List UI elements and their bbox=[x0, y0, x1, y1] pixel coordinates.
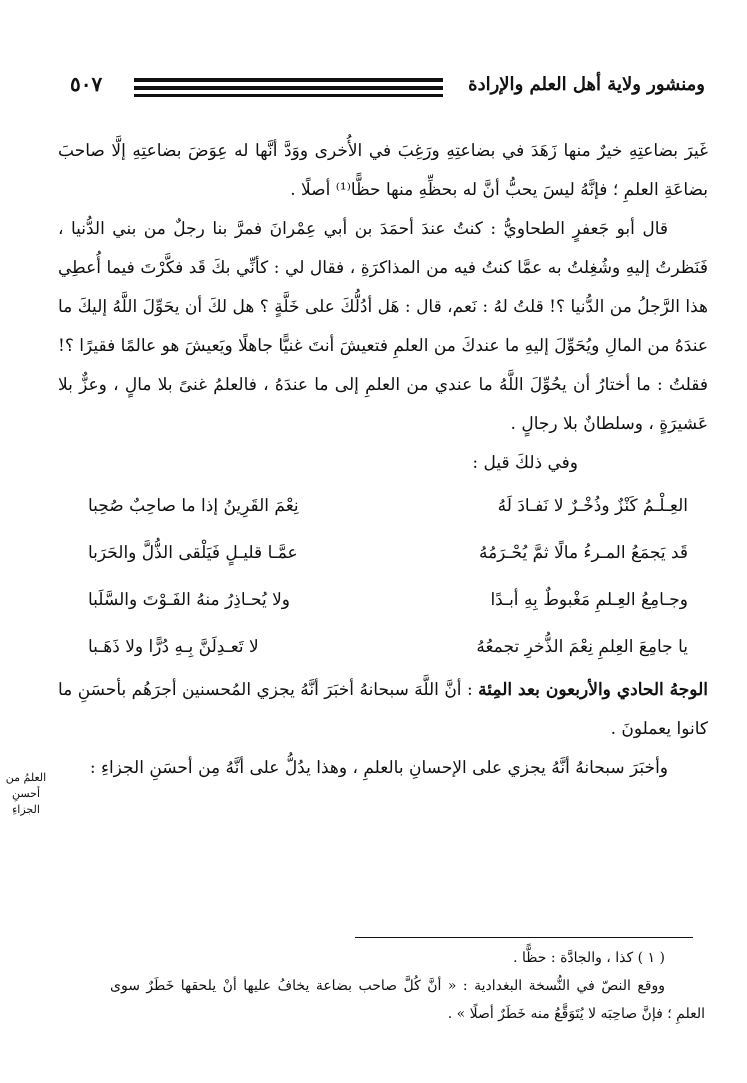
verse-line bbox=[58, 530, 708, 577]
footnote: ( ١ ) كذا ، والجادَّة : حظًّا . bbox=[513, 950, 665, 966]
main-text bbox=[58, 132, 708, 788]
page-number: ٥٠٧ bbox=[70, 72, 103, 96]
verse-line bbox=[58, 483, 708, 530]
verse-hemistich: يا جامِعَ العِلمِ نِعْمَ الذُّخرِ تجمعُهُ bbox=[476, 637, 688, 657]
verse-line bbox=[58, 624, 708, 671]
verse-hemistich: العِـلْـمُ كَنْزٌ وذُخْـرٌ لا نَفـادَ لَهُ bbox=[497, 496, 688, 516]
page-header bbox=[70, 70, 705, 114]
verse-intro: وفي ذلكَ قيل : bbox=[472, 453, 578, 473]
footnote-divider bbox=[355, 937, 693, 938]
paragraph: وأخبَرَ سبحانهُ أنَّهُ يجزي على الإحسانِ بالعلمِ ، وهذا يدُلُّ على أنَّهُ مِن أحسَنِ الجزاءِ : bbox=[89, 758, 668, 778]
header-rule bbox=[134, 78, 443, 100]
verse-hemistich: لا تَعـدِلَنَّ بِـهِ دُرًّا ولا ذَهَـبا bbox=[88, 637, 259, 657]
verse-hemistich: ولا يُحـاذِرُ منهُ الفَـوْتَ والسَّلَبا bbox=[88, 590, 290, 610]
header-rule-line bbox=[134, 94, 443, 97]
paragraph: غَيرَ بضاعتِهِ خيرٌ منها زَهَدَ في بضاعتِهِ ورَغِبَ في الأُخرى ووَدَّ أنَّها له عِوَضَ بضاعتِهِ إلَّا صاحبَ بضاعَةِ العلمِ ؛ فإنَّهُ ليسَ يحبُّ أنَّ له بحظِّهِ منها حظًّا⁽¹⁾ أصلًا . bbox=[58, 141, 708, 200]
header-rule-line bbox=[134, 78, 443, 82]
poem bbox=[58, 483, 708, 671]
footnote: ووقع النصّ في النُّسخة البغدادية : « أنَّ كُلَّ صاحب بضاعة يخافُ عليها أنْ يلحقها خَطَرٌ سوى العلمِ ؛ فإنَّ صاحِبَه لا يُتَوَقَّعُ منه خَطَرٌ أصلًا » . bbox=[110, 978, 705, 1022]
margin-note: العلمُ من أحسنِ الجزاءِ bbox=[5, 771, 47, 816]
section-text: : أنَّ اللَّهَ سبحانهُ أخبَرَ أنَّهُ يجزي المُحسنين أجرَهُم بأحسَنِ ما كانوا يعملونَ . bbox=[58, 680, 708, 739]
verse-line bbox=[58, 577, 708, 624]
verse-hemistich: قَد يَجمَعُ المـرءُ مالًا ثمَّ يُحْـرَمُهُ bbox=[478, 543, 688, 563]
paragraph: قال أبو جَعفرٍ الطحاويُّ : كنتُ عندَ أحمَدَ بن أبي عِمْرانَ فمرَّ بنا رجلٌ من بني الدُّنيا ، فَنَظرتُ إليهِ وشُغِلتُ به عمَّا كنتُ فيه من المذاكرَةِ ، فقال لي : كأنِّي بكَ قَد فكَّرْتَ فيما أُعطِي هذا الرَّجلُ من الدُّنيا ؟! قلتُ لهُ : نَعم، قال : هَل أدُلُّكَ على خَلَّةٍ ؟ هل لكَ أن يحَوِّلَ اللَّهُ إليكَ ما عندَهُ من المالِ ويُحَوِّلَ إليهِ ما عندكَ من العلمِ فتعيشَ أنتَ غنيًّا جاهلًا ويَعيشَ هو عالمًا فقيرًا ؟! فقلتُ : ما أختارُ أن يحُوِّلَ اللَّهُ ما عندي من العلمِ إلى ما عندَهُ ، فالعلمُ غنىً بلا مالٍ ، وعزٌّ بلا عَشيرَةٍ ، وسلطانٌ بلا رجالٍ . bbox=[58, 219, 708, 434]
section-heading: الوجهُ الحادي والأربعون بعد المِئة bbox=[478, 680, 708, 700]
running-head: ومنشور ولاية أهل العلم والإرادة bbox=[468, 74, 705, 95]
verse-hemistich: عمَّـا قليـلٍ فَيَلْقى الذُّلَّ والحَرَبا bbox=[88, 543, 298, 563]
verse-hemistich: وجـامِعُ العِـلمِ مَغْبوطٌ بِهِ أبـدًا bbox=[490, 590, 688, 610]
verse-hemistich: نِعْمَ القَرِينُ إذا ما صاحِبٌ صُحِبا bbox=[88, 496, 299, 516]
header-rule-line bbox=[134, 86, 443, 90]
footnotes bbox=[110, 944, 705, 1028]
section-paragraph bbox=[58, 671, 708, 749]
